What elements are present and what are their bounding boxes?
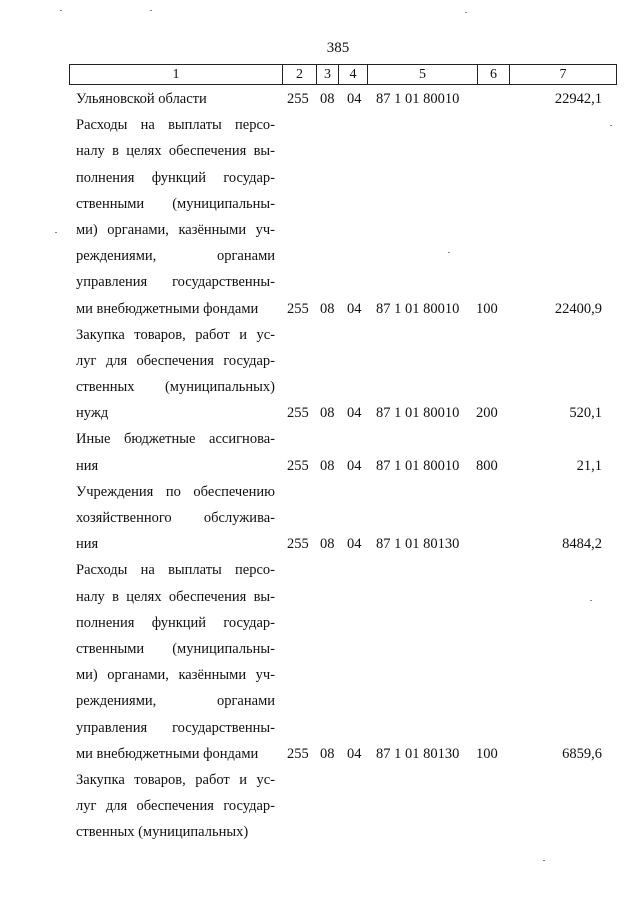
code-cell-4: 04	[347, 91, 362, 107]
amount-cell: 6859,6	[562, 745, 602, 762]
code-cell-4: 04	[347, 536, 362, 553]
code-cell-2: 255	[287, 457, 309, 474]
description-line: Учреждения по обеспечению	[76, 483, 275, 500]
scan-speck	[55, 232, 57, 233]
scan-speck	[610, 125, 612, 126]
amount-cell: 22942,1	[554, 91, 602, 107]
description-line: Закупка товаров, работ и ус-	[76, 326, 275, 343]
column-header-4: 4	[339, 65, 368, 85]
code-cell-4: 04	[347, 300, 362, 317]
description-line: Закупка товаров, работ и ус-	[76, 771, 275, 788]
description-line: ми внебюджетными фондами	[76, 300, 259, 317]
row-codes	[0, 531, 640, 557]
code-cell-2: 255	[287, 745, 309, 762]
table-row	[0, 112, 640, 322]
scan-speck	[543, 860, 545, 861]
table-row	[0, 767, 640, 846]
target-article-cell: 87 1 01 80130	[376, 536, 460, 553]
row-description	[76, 557, 275, 767]
amount-cell: 520,1	[569, 405, 602, 422]
column-header-6: 6	[478, 65, 510, 85]
code-cell-3: 08	[320, 405, 335, 422]
table-row	[0, 86, 640, 112]
description-line: ми) органами, казёнными уч-	[76, 221, 275, 238]
column-header-3: 3	[317, 65, 339, 85]
description-line: управления государственны-	[76, 274, 275, 291]
code-cell-3: 08	[320, 745, 335, 762]
page-number: 385	[326, 40, 350, 56]
expense-type-cell: 200	[476, 405, 498, 422]
code-cell-2: 255	[287, 300, 309, 317]
description-line: полнения функций государ-	[76, 614, 275, 631]
code-cell-3: 08	[320, 536, 335, 553]
description-line: Иные бюджетные ассигнова-	[76, 431, 275, 448]
description-line: ственных (муниципальных)	[76, 379, 275, 396]
description-line: налу в целях обеспечения вы-	[76, 588, 275, 605]
row-description	[76, 112, 275, 322]
description-line: луг для обеспечения государ-	[76, 352, 275, 369]
amount-cell: 22400,9	[554, 300, 602, 317]
code-cell-3: 08	[320, 91, 335, 107]
description-line: Ульяновской области	[76, 91, 207, 107]
code-cell-2: 255	[287, 405, 309, 422]
amount-cell: 21,1	[576, 457, 602, 474]
description-line: Расходы на выплаты персо-	[76, 562, 275, 579]
description-line: луг для обеспечения государ-	[76, 798, 275, 815]
description-line: нужд	[76, 405, 109, 422]
description-line: ственными (муниципальны-	[76, 195, 275, 212]
description-line: ми) органами, казёнными уч-	[76, 667, 275, 684]
target-article-cell: 87 1 01 80010	[376, 91, 460, 107]
code-cell-4: 04	[347, 457, 362, 474]
description-line: управления государственны-	[76, 719, 275, 736]
row-codes	[0, 453, 640, 479]
column-header-row	[70, 65, 617, 85]
description-line: налу в целях обеспечения вы-	[76, 143, 275, 160]
target-article-cell: 87 1 01 80130	[376, 745, 460, 762]
table-row	[0, 322, 640, 427]
column-header-7: 7	[510, 65, 617, 85]
row-codes	[0, 819, 640, 845]
scan-speck	[465, 12, 467, 13]
row-codes	[0, 86, 640, 112]
description-line: реждениями, органами	[76, 248, 275, 265]
target-article-cell: 87 1 01 80010	[376, 405, 460, 422]
scan-speck	[60, 10, 62, 11]
expense-type-cell: 800	[476, 457, 498, 474]
code-cell-3: 08	[320, 300, 335, 317]
target-article-cell: 87 1 01 80010	[376, 457, 460, 474]
scan-speck	[150, 10, 152, 11]
code-cell-2: 255	[287, 91, 309, 107]
description-line: ния	[76, 536, 99, 553]
description-line: ми внебюджетными фондами	[76, 745, 259, 762]
row-codes	[0, 400, 640, 426]
table-row	[0, 557, 640, 767]
scan-speck	[448, 252, 450, 253]
expense-type-cell: 100	[476, 300, 498, 317]
table-row	[0, 426, 640, 478]
scan-speck	[590, 600, 592, 601]
code-cell-2: 255	[287, 536, 309, 553]
column-header-1: 1	[70, 65, 283, 85]
column-header-5: 5	[368, 65, 478, 85]
amount-cell: 8484,2	[562, 536, 602, 553]
description-line: полнения функций государ-	[76, 169, 275, 186]
code-cell-3: 08	[320, 457, 335, 474]
budget-table-body	[0, 86, 640, 845]
description-line: ственными (муниципальны-	[76, 640, 275, 657]
code-cell-4: 04	[347, 405, 362, 422]
column-header-2: 2	[283, 65, 317, 85]
description-line: реждениями, органами	[76, 693, 275, 710]
description-line: Расходы на выплаты персо-	[76, 117, 275, 134]
code-cell-4: 04	[347, 745, 362, 762]
column-header-table	[69, 64, 617, 85]
expense-type-cell: 100	[476, 745, 498, 762]
target-article-cell: 87 1 01 80010	[376, 300, 460, 317]
table-row	[0, 479, 640, 558]
description-line: ния	[76, 457, 99, 474]
row-codes	[0, 741, 640, 767]
row-codes	[0, 296, 640, 322]
description-line: ственных (муниципальных)	[76, 824, 249, 841]
description-line: хозяйственного обслужива-	[76, 510, 275, 526]
